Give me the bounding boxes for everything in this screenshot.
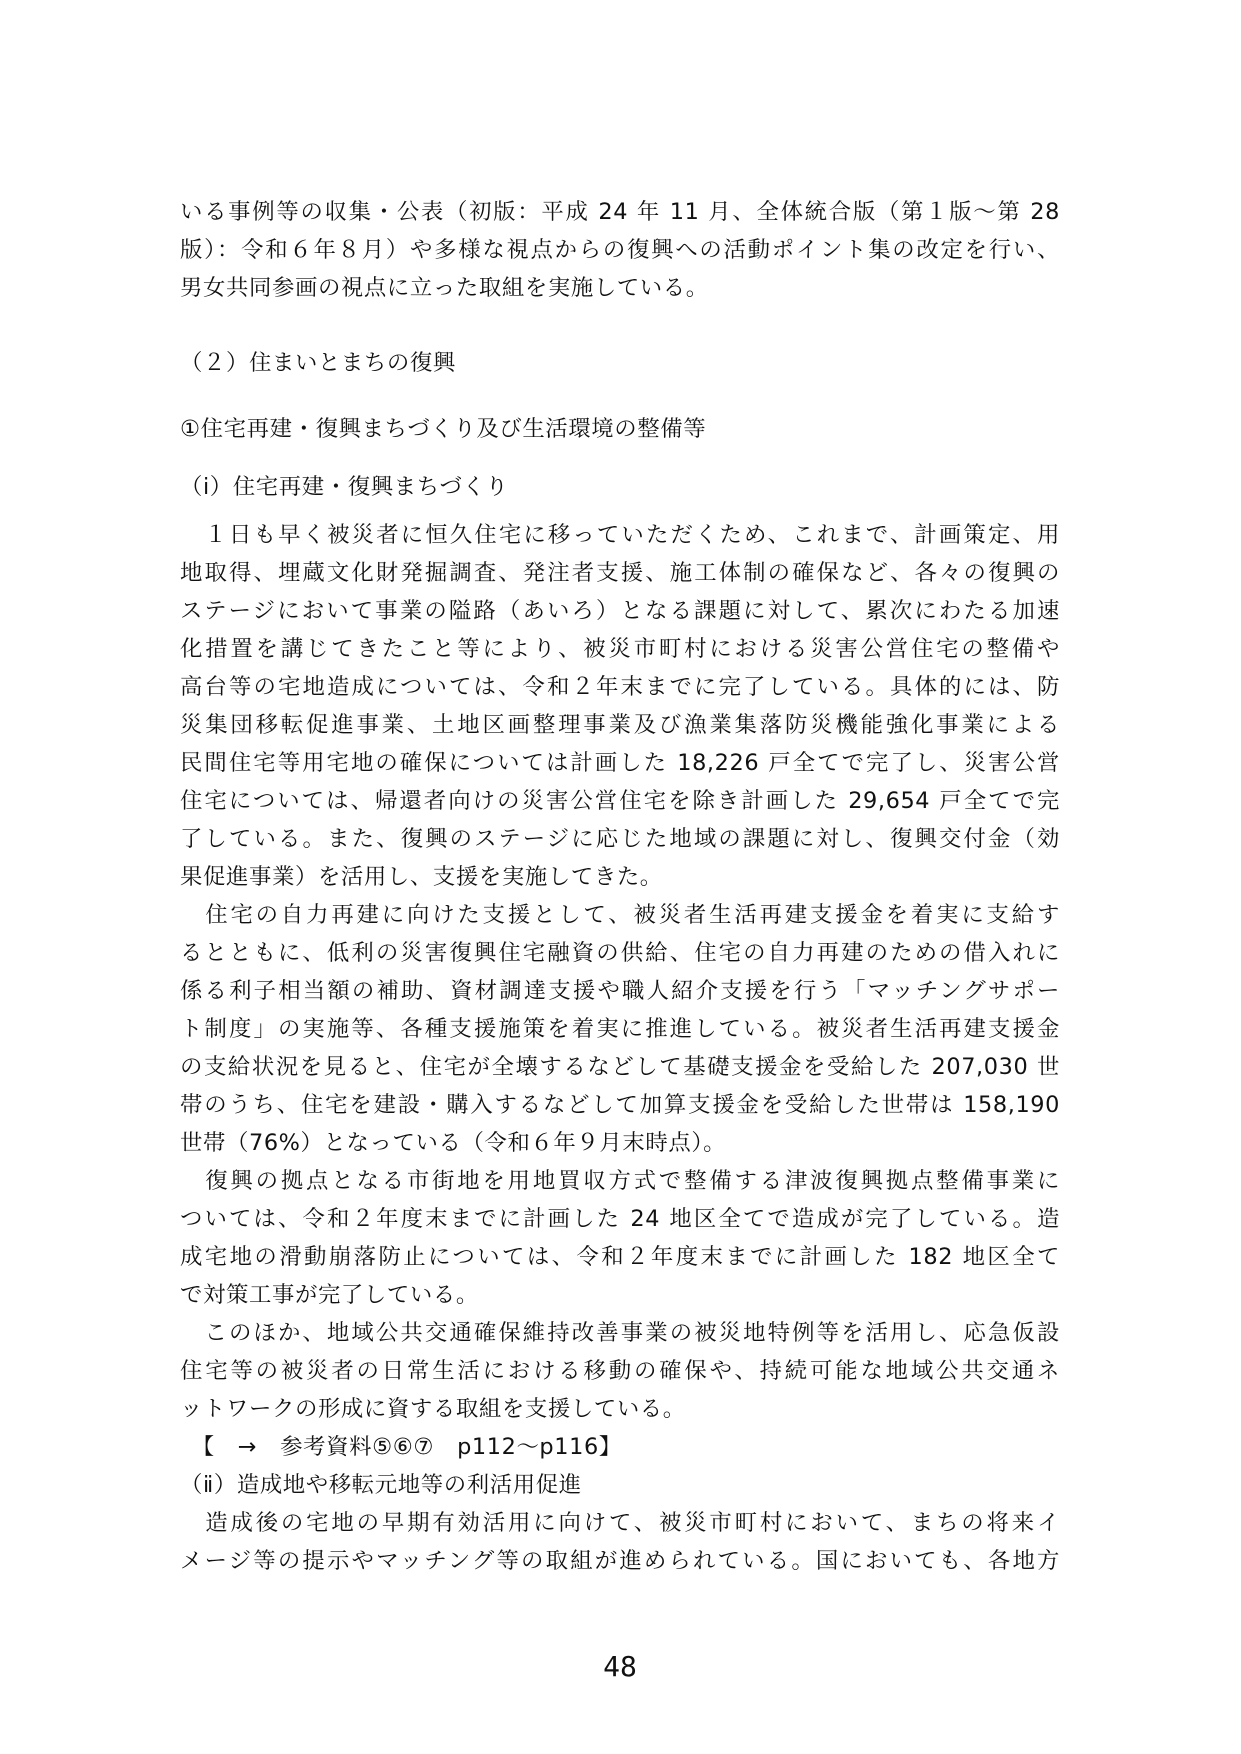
- subsection-heading: ①住宅再建・復興まちづくり及び生活環境の整備等: [180, 416, 707, 442]
- page-number: 48: [603, 1650, 637, 1683]
- body-text-line: ト制度」の実施等、各種支援施策を着実に推進している。被災者生活再建支援金: [180, 1016, 1060, 1042]
- body-text-line: 果促進事業）を活用し、支援を実施してきた。: [180, 864, 663, 890]
- body-text-line: 世帯（76%）となっている（令和６年９月末時点）。: [180, 1130, 727, 1156]
- subsubsection-heading: （ⅰ）住宅再建・復興まちづくり: [180, 474, 509, 500]
- body-text-line: ついては、令和２年度末までに計画した 24 地区全てで造成が完了している。造: [180, 1206, 1060, 1232]
- body-text-line: ステージにおいて事業の隘路（あいろ）となる課題に対して、累次にわたる加速: [180, 598, 1060, 624]
- body-text-line: いる事例等の収集・公表（初版：平成 24 年 11 月、全体統合版（第１版～第 28: [180, 199, 1060, 225]
- body-text-line: るとともに、低利の災害復興住宅融資の供給、住宅の自力再建のための借入れに: [180, 940, 1060, 966]
- section-heading: （２）住まいとまちの復興: [180, 350, 456, 376]
- body-text-line: 住宅については、帰還者向けの災害公営住宅を除き計画した 29,654 戸全てで完: [180, 788, 1060, 814]
- body-text-line: 男女共同参画の視点に立った取組を実施している。: [180, 275, 709, 301]
- body-text-line: 住宅等の被災者の日常生活における移動の確保や、持続可能な地域公共交通ネ: [180, 1358, 1060, 1384]
- body-text-line: 了している。また、復興のステージに応じた地域の課題に対し、復興交付金（効: [180, 826, 1060, 852]
- body-text-line: 化措置を講じてきたこと等により、被災市町村における災害公営住宅の整備や: [180, 636, 1060, 662]
- body-text-line: 災集団移転促進事業、土地区画整理事業及び漁業集落防災機能強化事業による: [180, 712, 1060, 738]
- body-text-line: 住宅の自力再建に向けた支援として、被災者生活再建支援金を着実に支給す: [180, 902, 1060, 928]
- body-text-line: 地取得、埋蔵文化財発掘調査、発注者支援、施工体制の確保など、各々の復興の: [180, 560, 1060, 586]
- subsubsection-heading: （ⅱ）造成地や移転元地等の利活用促進: [180, 1472, 582, 1498]
- body-text-line: 高台等の宅地造成については、令和２年末までに完了している。具体的には、防: [180, 674, 1060, 700]
- body-text-line: で対策工事が完了している。: [180, 1282, 479, 1308]
- reference-note: 【 → 参考資料⑤⑥⑦ p112～p116】: [180, 1434, 622, 1460]
- body-text-line: 成宅地の滑動崩落防止については、令和２年度末までに計画した 182 地区全て: [180, 1244, 1060, 1270]
- body-text-line: メージ等の提示やマッチング等の取組が進められている。国においても、各地方: [180, 1548, 1060, 1574]
- body-text-line: 係る利子相当額の補助、資材調達支援や職人紹介支援を行う「マッチングサポー: [180, 978, 1060, 1004]
- body-text-line: １日も早く被災者に恒久住宅に移っていただくため、これまで、計画策定、用: [180, 522, 1060, 548]
- body-text-line: ットワークの形成に資する取組を支援している。: [180, 1396, 686, 1422]
- body-text-line: 版）：令和６年８月）や多様な視点からの復興への活動ポイント集の改定を行い、: [180, 237, 1060, 263]
- body-text-line: の支給状況を見ると、住宅が全壊するなどして基礎支援金を受給した 207,030 世: [180, 1054, 1060, 1080]
- body-text-line: このほか、地域公共交通確保維持改善事業の被災地特例等を活用し、応急仮設: [180, 1320, 1060, 1346]
- body-text-line: 造成後の宅地の早期有効活用に向けて、被災市町村において、まちの将来イ: [180, 1510, 1060, 1536]
- body-text-line: 帯のうち、住宅を建設・購入するなどして加算支援金を受給した世帯は 158,190: [180, 1092, 1060, 1118]
- body-text-line: 民間住宅等用宅地の確保については計画した 18,226 戸全てで完了し、災害公営: [180, 750, 1060, 776]
- body-text-line: 復興の拠点となる市街地を用地買収方式で整備する津波復興拠点整備事業に: [180, 1168, 1060, 1194]
